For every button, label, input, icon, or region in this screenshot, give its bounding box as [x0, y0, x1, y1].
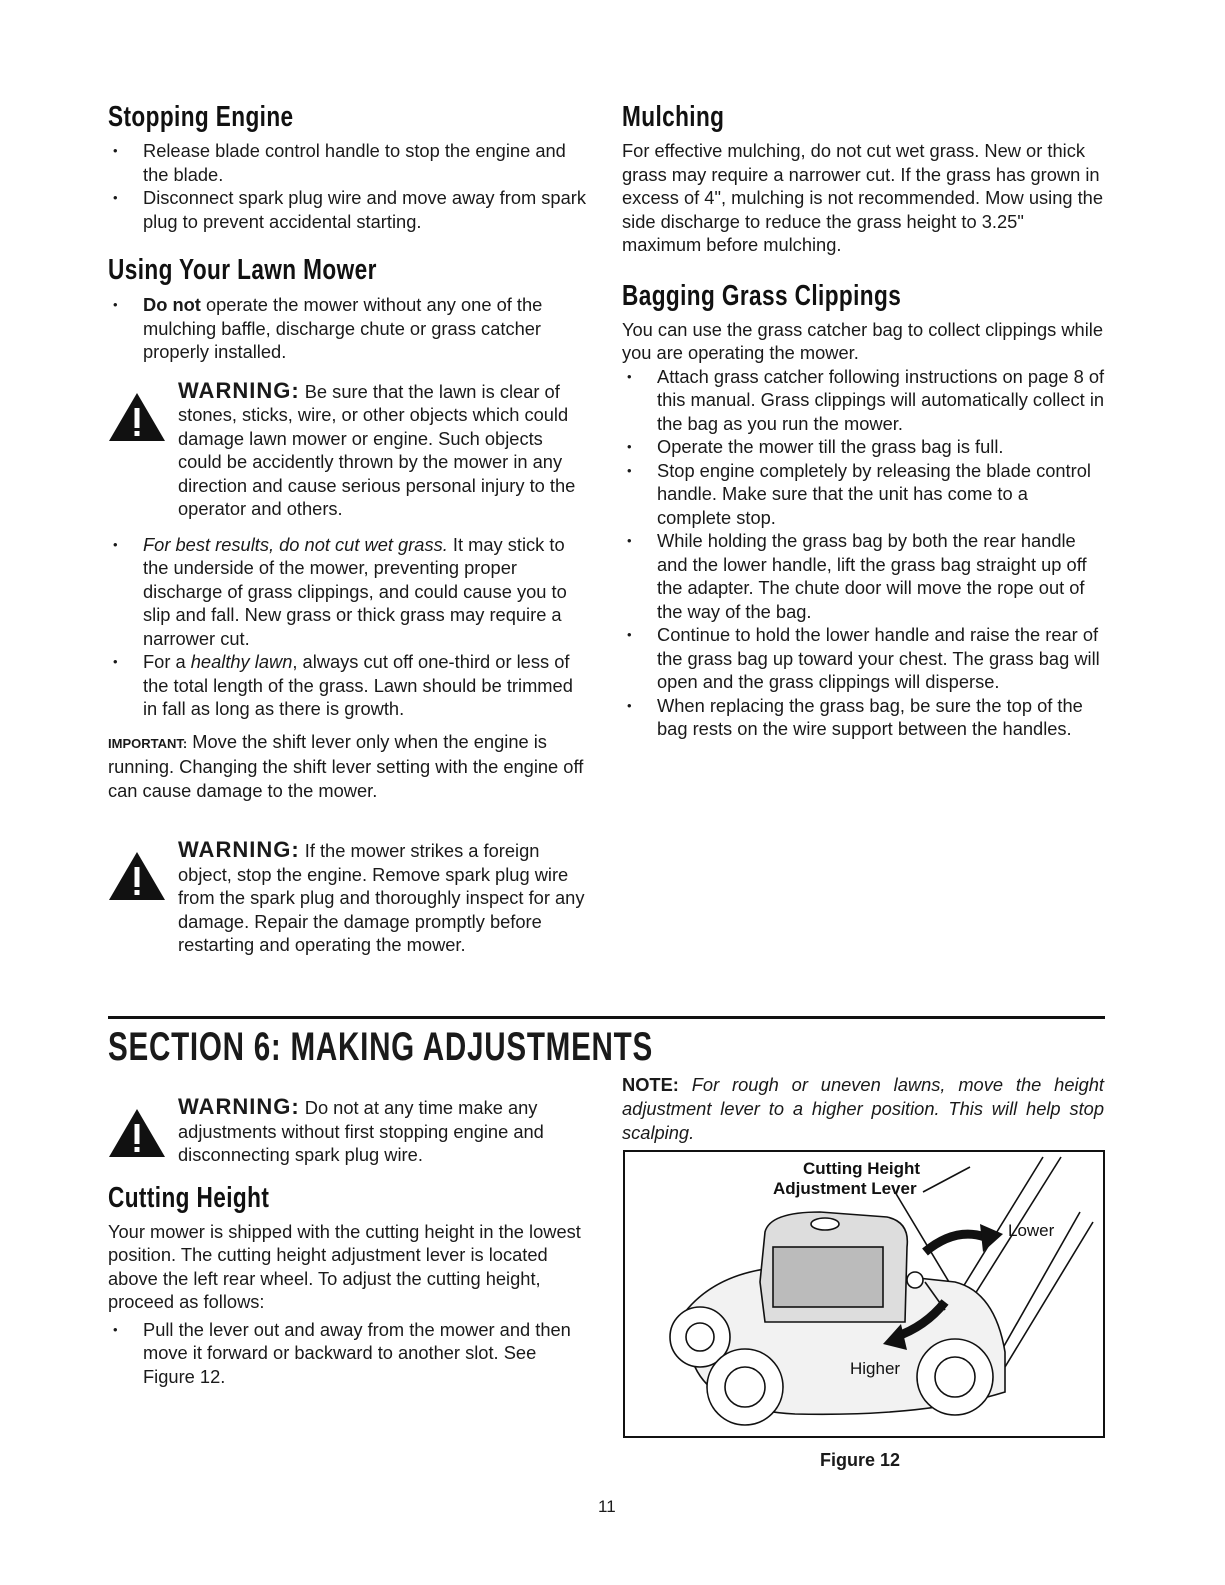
list-item: • Continue to hold the lower handle and raise the rear of the grass bag up toward your chest. The grass bag will open and the grass clippings will disperse. — [622, 623, 1107, 694]
right-column — [622, 100, 1107, 741]
figure-caption: Figure 12 — [820, 1450, 901, 1470]
left-column — [108, 100, 588, 957]
figure-label-lower: Lower — [1008, 1221, 1055, 1240]
warning-icon — [108, 850, 166, 902]
stopping-engine-list — [108, 139, 588, 233]
section-heading: SECTION 6: MAKING ADJUSTMENTS — [108, 1025, 653, 1069]
using-mower-list-1 — [108, 293, 588, 364]
list-item: • For best results, do not cut wet grass. It may stick to the underside of the mower, preventing proper discharge of grass clippings, and could cause you to slip and fall. New grass or thick grass may require a narrower cut. — [108, 533, 588, 651]
mulching-heading: Mulching — [622, 101, 725, 133]
using-mower-heading: Using Your Lawn Mower — [108, 254, 377, 286]
using-mower-list-2 — [108, 533, 588, 721]
cutting-height-heading: Cutting Height — [108, 1181, 270, 1214]
list-item: • Stop engine completely by releasing the blade control handle. Make sure that the unit has come to a complete stop. — [622, 459, 1107, 530]
section6-left — [108, 1095, 588, 1388]
warning-block-lawn-clear: WARNING: Be sure that the lawn is clear of stones, sticks, wire, or other objects which could damage lawn mower or engine. Such objects could be accidently thrown by the mower in any direction and cause serious personal injury to the operator and others. — [108, 379, 588, 521]
warning-block-foreign-object: WARNING: If the mower strikes a foreign object, stop the engine. Remove spark plug wire from the spark plug and thoroughly inspect for any damage. Repair the damage promptly before restarting and operating the mower. — [108, 838, 588, 957]
warning-icon — [108, 391, 166, 443]
list-item: • For a healthy lawn, always cut off one-third or less of the total length of the grass. Lawn should be trimmed in fall as long as there is growth. — [108, 650, 588, 721]
section-divider — [108, 1016, 1105, 1019]
bagging-list — [622, 365, 1107, 741]
figure-label-lever-2: Adjustment Lever — [773, 1179, 917, 1198]
figure-label-lever-1: Cutting Height — [803, 1159, 921, 1178]
list-item: • When replacing the grass bag, be sure the top of the bag rests on the wire support between the handles. — [622, 694, 1107, 741]
list-item: • While holding the grass bag by both the rear handle and the lower handle, lift the grass bag straight up off the adapter. The chute door will move the rope out of the way of the bag. — [622, 529, 1107, 623]
list-item: • Release blade control handle to stop the engine and the blade. — [108, 139, 588, 186]
mulching-text: For effective mulching, do not cut wet grass. New or thick grass may require a narrower cut. If the grass has grown in excess of 4", mulching is not recommended. Mow using the side discharge to reduce the grass height to 3.25" maximum before mulching. — [622, 140, 1104, 255]
important-note: IMPORTANT: Move the shift lever only when the engine is running. Changing the shift lever setting with the engine off can cause damage to the mower. — [108, 730, 584, 801]
list-item: • Do not operate the mower without any one of the mulching baffle, discharge chute or grass catcher properly installed. — [108, 293, 588, 364]
stopping-engine-heading: Stopping Engine — [108, 101, 294, 133]
list-item: • Operate the mower till the grass bag is full. — [622, 435, 1107, 459]
list-item: • Pull the lever out and away from the mower and then move it forward or backward to another slot. See Figure 12. — [108, 1318, 588, 1389]
cutting-height-list — [108, 1318, 588, 1389]
bagging-heading: Bagging Grass Clippings — [622, 279, 902, 312]
warning-block-adjustments: WARNING: Do not at any time make any adjustments without first stopping engine and disconnecting spark plug wire. — [108, 1095, 588, 1167]
figure-12 — [623, 1150, 1105, 1438]
list-item: • Disconnect spark plug wire and move away from spark plug to prevent accidental starting. — [108, 186, 588, 233]
list-item: • Attach grass catcher following instructions on page 8 of this manual. Grass clippings will automatically collect in the bag as you run the mower. — [622, 365, 1107, 436]
mower-illustration — [625, 1152, 1103, 1436]
warning-icon — [108, 1107, 166, 1159]
note: NOTE: For rough or uneven lawns, move the height adjustment lever to a higher position. This will help stop scalping. — [622, 1074, 1104, 1143]
bagging-intro: You can use the grass catcher bag to collect clippings while you are operating the mower. — [622, 318, 1104, 363]
cutting-height-text: Your mower is shipped with the cutting height in the lowest position. The cutting height adjustment lever is located above the left rear wheel. To adjust the cutting height, proceed as follows: — [108, 1220, 581, 1312]
figure-label-higher: Higher — [850, 1359, 901, 1378]
page-number: 11 — [598, 1497, 616, 1516]
